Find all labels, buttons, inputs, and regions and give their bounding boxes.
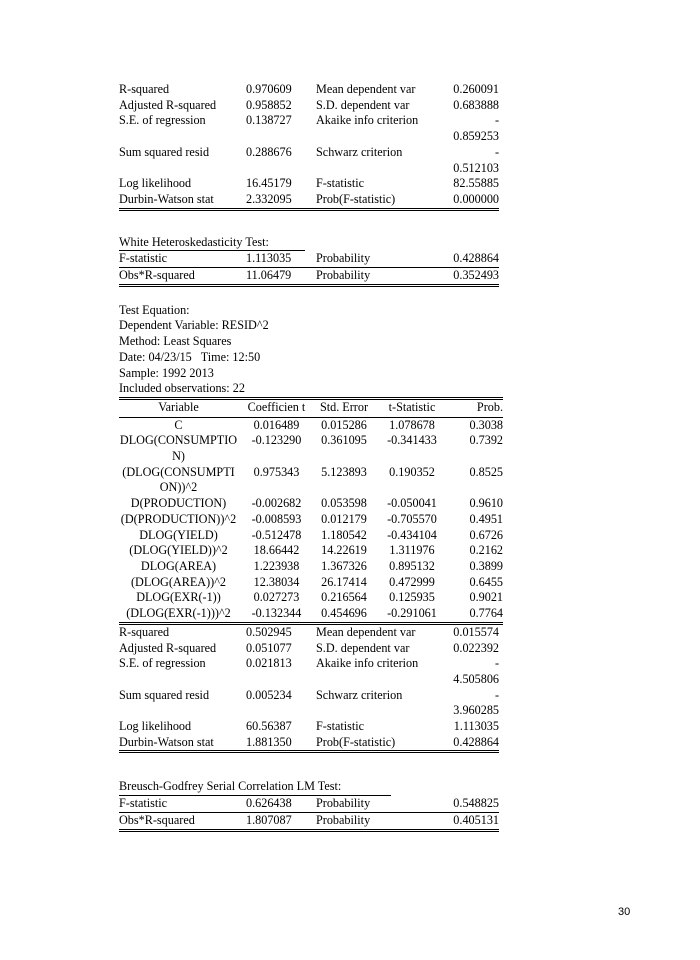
- test-value: 0.548825: [443, 796, 499, 812]
- top-stats-table: [119, 82, 499, 211]
- document-page: [119, 82, 503, 832]
- prob-value: 0.2162: [469, 543, 503, 558]
- white-test-title: White Heteroskedasticity Test:: [119, 235, 305, 252]
- spacer: [119, 287, 499, 303]
- stat-value: 0.260091: [453, 82, 499, 96]
- stat-label: Schwarz criterion: [316, 144, 403, 159]
- variable-name: (DLOG(EXR(-1)))^2: [119, 606, 242, 623]
- table-row: [119, 590, 503, 606]
- coefficient-table: [119, 397, 503, 625]
- test-stats-table: [119, 625, 499, 754]
- bg-test-title: Breusch-Godfrey Serial Correlation LM Test:: [119, 779, 391, 796]
- stat-value: 2.332095: [246, 192, 316, 209]
- stat-value-number: 0.512103: [453, 160, 499, 175]
- stat-value: [443, 113, 499, 144]
- stats-row: [119, 735, 499, 752]
- stat-label: Log likelihood: [119, 176, 192, 191]
- stats-row: [119, 719, 499, 735]
- stat-label: S.D. dependent var: [316, 640, 410, 655]
- variable-name: DLOG(AREA): [140, 558, 217, 573]
- prob-value: 0.6726: [469, 527, 503, 542]
- test-row: [119, 796, 499, 812]
- test-equation-line: Method: Least Squares: [119, 334, 232, 349]
- table-row: [119, 528, 503, 544]
- stat-value: 16.45179: [246, 176, 292, 191]
- coefficient-value: 0.027273: [253, 590, 300, 605]
- stat-label: Mean dependent var: [316, 624, 416, 639]
- std-error-value: 1.180542: [321, 527, 367, 542]
- stats-row: [119, 145, 499, 176]
- stat-label: S.D. dependent var: [316, 97, 410, 112]
- stat-label: Adjusted R-squared: [119, 640, 217, 655]
- std-error-value: 0.012179: [321, 511, 367, 526]
- test-equation-line: Dependent Variable: RESID^2: [119, 318, 269, 333]
- stat-value: 0.015574: [453, 624, 499, 639]
- stat-value: 0.970609: [246, 82, 292, 96]
- table-row: [119, 575, 503, 591]
- coefficient-value: 0.016489: [253, 417, 300, 432]
- stat-label: F-statistic: [316, 719, 365, 734]
- stat-label: Akaike info criterion: [316, 113, 419, 128]
- t-statistic-value: -0.050041: [387, 496, 437, 511]
- coefficient-value: 0.975343: [253, 464, 300, 479]
- variable-name: (DLOG(AREA))^2: [130, 574, 227, 589]
- test-row: [119, 251, 499, 267]
- white-test-table: [119, 251, 499, 286]
- prob-value: 0.9021: [469, 590, 503, 605]
- stat-value-sign: -: [494, 656, 499, 671]
- stat-label: R-squared: [119, 624, 170, 639]
- std-error-value: 26.17414: [321, 574, 367, 589]
- table-row: [119, 606, 503, 623]
- t-statistic-value: -0.291061: [377, 606, 447, 623]
- stat-value-sign: -: [494, 687, 499, 702]
- stats-row: [119, 641, 499, 657]
- coefficient-value: -0.132344: [242, 606, 311, 623]
- prob-value: 0.7392: [469, 433, 503, 448]
- stat-value: 0.022392: [453, 640, 499, 655]
- stat-value: 0.138727: [246, 113, 292, 128]
- table-row: [119, 496, 503, 512]
- t-statistic-value: 0.125935: [389, 590, 435, 605]
- stat-label: S.E. of regression: [119, 113, 206, 128]
- test-label: Probability: [316, 251, 443, 267]
- std-error-value: 0.361095: [321, 433, 367, 448]
- coefficient-value: -0.002682: [251, 496, 302, 511]
- stat-label: F-statistic: [316, 176, 365, 191]
- column-header: Std. Error: [311, 398, 377, 417]
- column-header: Variable: [119, 398, 242, 417]
- t-statistic-value: -0.341433: [387, 433, 437, 448]
- variable-name: C: [174, 417, 183, 432]
- stat-label: Durbin-Watson stat: [119, 735, 246, 752]
- stats-row: [119, 625, 499, 641]
- variable-name: DLOG(CONSUMPTION): [119, 433, 238, 464]
- t-statistic-value: -0.705570: [387, 511, 437, 526]
- table-row: [119, 465, 503, 496]
- std-error-value: 5.123893: [321, 464, 367, 479]
- stat-value-sign: -: [494, 113, 499, 128]
- stat-label: Durbin-Watson stat: [119, 192, 246, 209]
- variable-name: (D(PRODUCTION))^2: [120, 511, 237, 526]
- page-number: 30: [618, 906, 631, 918]
- test-row: [119, 812, 499, 830]
- test-equation-line: Test Equation:: [119, 302, 190, 317]
- stat-value: 0.958852: [246, 97, 292, 112]
- table-row: [119, 512, 503, 528]
- column-header: Prob.: [447, 398, 503, 417]
- stat-value-number: 3.960285: [453, 703, 499, 718]
- coefficient-value: 12.38034: [253, 574, 300, 589]
- std-error-value: 1.367326: [321, 558, 367, 573]
- test-equation-header: [119, 303, 499, 397]
- stat-value-sign: -: [494, 144, 499, 159]
- test-equation-line: Included observations: 22: [119, 381, 245, 396]
- stat-value: 60.56387: [246, 719, 292, 734]
- stat-value: 1.113035: [453, 719, 499, 734]
- variable-name: DLOG(YIELD): [139, 527, 218, 542]
- stat-value: 0.288676: [246, 144, 292, 159]
- spacer: [119, 211, 499, 235]
- coefficient-value: -0.123290: [251, 433, 302, 448]
- test-value: 1.113035: [246, 251, 316, 267]
- stat-value: 0.051077: [246, 640, 292, 655]
- stat-value: 1.881350: [246, 735, 316, 752]
- stats-row: [119, 688, 499, 719]
- coefficient-value: -0.512478: [251, 527, 302, 542]
- stat-value: 0.683888: [453, 97, 499, 112]
- test-value: 11.06479: [246, 268, 316, 286]
- test-equation-line: Sample: 1992 2013: [119, 365, 214, 380]
- stat-value: 0.021813: [246, 656, 292, 671]
- prob-value: 0.9610: [469, 496, 503, 511]
- stats-row: [119, 192, 499, 209]
- stat-label: Prob(F-statistic): [316, 735, 443, 752]
- stat-label: Akaike info criterion: [316, 656, 419, 671]
- stat-value-number: 0.859253: [453, 129, 499, 144]
- stat-label: Sum squared resid: [119, 687, 210, 702]
- test-equation-line: Date: 04/23/15 Time: 12:50: [119, 349, 261, 364]
- std-error-value: 0.053598: [321, 496, 367, 511]
- stat-value: [443, 145, 499, 176]
- t-statistic-value: 1.311976: [389, 543, 435, 558]
- stat-value-number: 4.505806: [453, 671, 499, 686]
- variable-name: DLOG(EXR(-1)): [136, 590, 221, 605]
- test-value: 0.405131: [443, 812, 499, 830]
- stat-value: [443, 688, 499, 719]
- stat-label: Mean dependent var: [316, 82, 416, 96]
- prob-value: 0.6455: [469, 574, 503, 589]
- std-error-value: 14.22619: [321, 543, 367, 558]
- table-row: [119, 559, 503, 575]
- test-value: 0.428864: [443, 251, 499, 267]
- bg-test-table: [119, 796, 499, 831]
- std-error-value: 0.015286: [321, 417, 367, 432]
- stat-value: 82.55885: [453, 176, 499, 191]
- spacer: [119, 753, 499, 779]
- stats-row: [119, 113, 499, 144]
- prob-value: 0.7764: [447, 606, 503, 623]
- std-error-value: 0.216564: [321, 590, 367, 605]
- table-row: [119, 433, 503, 464]
- t-statistic-value: -0.434104: [387, 527, 437, 542]
- coefficient-value: 1.223938: [253, 558, 300, 573]
- stats-row: [119, 176, 499, 192]
- stat-value: 0.005234: [246, 687, 292, 702]
- stat-label: R-squared: [119, 82, 170, 96]
- test-label: F-statistic: [119, 796, 246, 812]
- prob-value: 0.3899: [469, 558, 503, 573]
- test-value: 1.807087: [246, 812, 316, 830]
- table-row: [119, 543, 503, 559]
- stats-row: [119, 82, 499, 98]
- column-header: Coefficien t: [242, 398, 311, 417]
- stat-value: 0.000000: [443, 192, 499, 209]
- coefficient-value: -0.008593: [251, 511, 302, 526]
- variable-name: (DLOG(YIELD))^2: [129, 543, 228, 558]
- table-row: [119, 417, 503, 433]
- test-row: [119, 268, 499, 286]
- stat-value: 0.428864: [443, 735, 499, 752]
- stats-row: [119, 98, 499, 114]
- test-value: 0.352493: [443, 268, 499, 286]
- test-label: Obs*R-squared: [119, 268, 246, 286]
- std-error-value: 0.454696: [311, 606, 377, 623]
- prob-value: 0.4951: [469, 511, 503, 526]
- t-statistic-value: 0.895132: [389, 558, 435, 573]
- variable-name: D(PRODUCTION): [130, 496, 227, 511]
- stat-value: 0.502945: [246, 624, 292, 639]
- test-label: Obs*R-squared: [119, 812, 246, 830]
- t-statistic-value: 0.190352: [389, 464, 435, 479]
- stat-label: Schwarz criterion: [316, 687, 403, 702]
- coefficient-value: 18.66442: [253, 543, 300, 558]
- stat-label: Log likelihood: [119, 719, 192, 734]
- stat-label: Sum squared resid: [119, 144, 210, 159]
- stat-label: Adjusted R-squared: [119, 97, 217, 112]
- t-statistic-value: 0.472999: [389, 574, 435, 589]
- prob-value: 0.8525: [469, 464, 503, 479]
- test-label: Probability: [316, 812, 443, 830]
- stat-label: Prob(F-statistic): [316, 192, 443, 209]
- variable-name: (DLOG(CONSUMPTION))^2: [122, 464, 235, 495]
- stat-value: [443, 656, 499, 687]
- test-label: F-statistic: [119, 251, 246, 267]
- column-header: t-Statistic: [377, 398, 447, 417]
- t-statistic-value: 1.078678: [389, 417, 435, 432]
- stats-row: [119, 656, 499, 687]
- test-value: 0.626438: [246, 796, 316, 812]
- stat-label: S.E. of regression: [119, 656, 206, 671]
- test-label: Probability: [316, 268, 443, 286]
- prob-value: 0.3038: [469, 417, 503, 432]
- coefficient-header-row: [119, 398, 503, 417]
- test-label: Probability: [316, 796, 443, 812]
